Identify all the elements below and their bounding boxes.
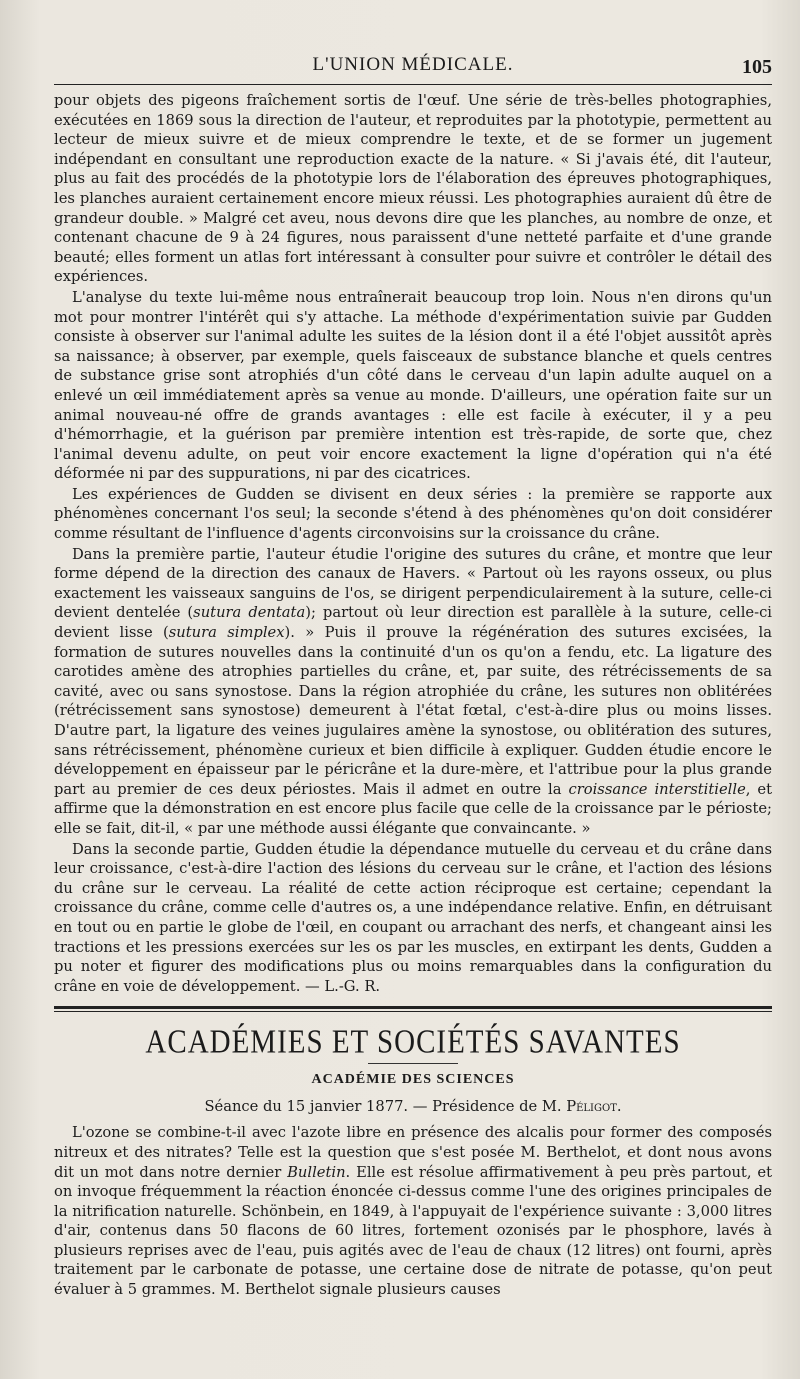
latin-term-dentata: sutura dentata xyxy=(193,604,306,622)
running-head: L'UNION MÉDICALE. xyxy=(312,54,514,75)
session-line xyxy=(54,1098,772,1115)
text-segment: Dans la première partie, l'auteur étudie l'origine des sutures du crâne, et montre que leur forme dépend de la direction des canaux de Havers. « Partout où les rayons osseux, ou plus exactement les vaisseaux sanguins de l'os, se dirigent perpendiculairement à la suture, celle-ci devient dentelée ( xyxy=(54,545,772,622)
title-underline xyxy=(368,1063,458,1064)
session-end: . xyxy=(616,1098,622,1116)
review-paragraph-5: Dans la seconde partie, Gudden étudie la dépendance mutuelle du cerveau et du crâne dans leur croissance, c'est-à-dire l'action des lésions du cerveau sur le crâne, et l'action des lésions du crâne sur le cerveau. La réalité de cette action réciproque est certaine; cependant la croissance du crâne, comme celle d'autres os, a une indépendance relative. Enfin, en détruisant en tout ou en partie le globe de l'œil, en coupant ou arrachant des nerfs, et changeant ainsi les tractions et les pressions exercées sur les os par les muscles, en extirpant les dents, Gudden a pu noter et figurer des modifications plus ou moins remarquables dans la configuration du crâne en voie de développement. — L.-G. R. xyxy=(54,840,772,995)
text-segment: L'ozone se combine-t-il avec l'azote libre en présence des alcalis pour former des composés nitreux et des nitrates? Telle est la question que s'est posée M. Berthelot, et dont nous avons dit un mot dans notre dernier xyxy=(54,1124,772,1181)
subsection-title: ACADÉMIE DES SCIENCES xyxy=(311,1072,515,1088)
term-croissance-interstitielle: croissance interstitielle xyxy=(568,780,746,798)
page-header xyxy=(54,50,772,85)
text-segment: , et affirme que la démonstration en est encore plus facile que celle de la croissance par le périoste; elle se fait, dit-il, « par une méthode aussi élégante que convaincante. » xyxy=(54,780,773,837)
text-segment: ). » Puis il prouve la régénération des sutures excisées, la formation de sutures nouvelles dans la continuité d'un os qu'on a fendu, etc. La ligature des carotides amène des atrophies partielles du crâne, et, par suite, des rétrécissements de sa cavité, avec ou sans synostose. Dans la région atrophiée du crâne, les sutures non oblitérées (rétrécissement sans synostose) demeurent à l'état fœtal, c'est-à-dire plus ou moins lisses. D'autre part, la ligature des veines jugulaires amène la synostose, ou oblitération des sutures, sans rétrécissement, phénomène curieux et bien difficile à expliquer. Gudden étudie encore le développement en épaisseur par le péricrâne et la dure-mère, et l'attribue pour la plus grande part au premier de ces deux périostes. Mais il admet en outre la xyxy=(54,624,772,798)
page-number: 105 xyxy=(742,56,772,78)
review-paragraph-2: L'analyse du texte lui-même nous entraînerait beaucoup trop loin. Nous n'en dirons qu'un mot pour montrer l'intérêt qui s'y attache. La méthode d'expérimentation suivie par Gudden consiste à observer sur l'animal adulte les suites de la lésion dont il a été l'objet aussitôt après sa naissance; à observer, par exemple, quels faisceaux de substance blanche et quels centres de substance grise sont atrophiés d'un côté dans le cerveau d'un lapin adulte auquel on a enlevé un œil immédiatement après sa venue au monde. D'ailleurs, une opération faite sur un animal nouveau-né offre de grands avantages : elle est facile à exécuter, il y a peu d'hémorrhagie, et la guérison par première intention est très-rapide, de sorte que, chez l'animal devenu adulte, on peut voir encore exactement la ligne d'opération qui n'a été déformée ni par des suppurations, ni par des cicatrices. xyxy=(54,288,772,483)
academies-section xyxy=(54,1023,772,1299)
text-segment: ); partout où leur direction est parallèle à la suture, celle-ci devient lisse ( xyxy=(54,604,772,642)
text-segment: . Elle est résolue affirmativement à peu près partout, et on invoque fréquemment la réaction énoncée ci-dessus comme l'une des origines principales de la nitrification naturelle. Schönbein, en 1849, à l'appuyait de l'expérience suivante : 3,000 litres d'air, contenus dans 50 flacons de 60 litres, fortement ozonisés par le phosphore, lavés à plusieurs reprises avec de l'eau, puis agités avec de l'eau de chaux (12 litres) ont fourni, après traitement par le carbonate de potasse, une certaine dose de nitrate de potasse, qu'on peut évaluer à 5 grammes. M. Berthelot signale plusieurs causes xyxy=(54,1163,772,1299)
section-title: ACADÉMIES ET SOCIÉTÉS SAVANTES xyxy=(145,1023,681,1061)
latin-term-simplex: sutura simplex xyxy=(168,624,285,642)
academy-paragraph xyxy=(54,1123,772,1299)
president-name: Péligot xyxy=(566,1098,617,1116)
bulletin-term: Bulletin xyxy=(287,1163,346,1181)
review-paragraph-4 xyxy=(54,545,772,839)
section-divider xyxy=(54,1006,772,1012)
review-paragraph-1: pour objets des pigeons fraîchement sortis de l'œuf. Une série de très-belles photographies, exécutées en 1869 sous la direction de l'auteur, et reproduites par la phototypie, permettent au lecteur de mieux suivre et de mieux comprendre le texte, et de se former un jugement indépendant en consultant une reproduction exacte de la nature. « Si j'avais été, dit l'auteur, plus au fait des procédés de la phototypie lors de l'élaboration des épreuves photographiques, les planches auraient certainement encore mieux réussi. Les photographies auraient dû être de grandeur double. » Malgré cet aveu, nous devons dire que les planches, au nombre de onze, et contenant chacune de 9 à 24 figures, nous paraissent d'une netteté parfaite et d'une grande beauté; elles forment un atlas fort intéressant à consulter pour suivre et contrôler le détail des expériences. xyxy=(54,92,772,286)
book-review xyxy=(54,91,772,996)
review-paragraph-3: Les expériences de Gudden se divisent en deux séries : la première se rapporte aux phénomènes concernant l'os seul; la seconde s'étend à des phénomènes qu'on doit considérer comme résultant de l'influence d'agents circonvoisins sur la croissance du crâne. xyxy=(54,485,772,543)
session-text: Séance du 15 janvier 1877. — Présidence de M. xyxy=(204,1098,567,1116)
